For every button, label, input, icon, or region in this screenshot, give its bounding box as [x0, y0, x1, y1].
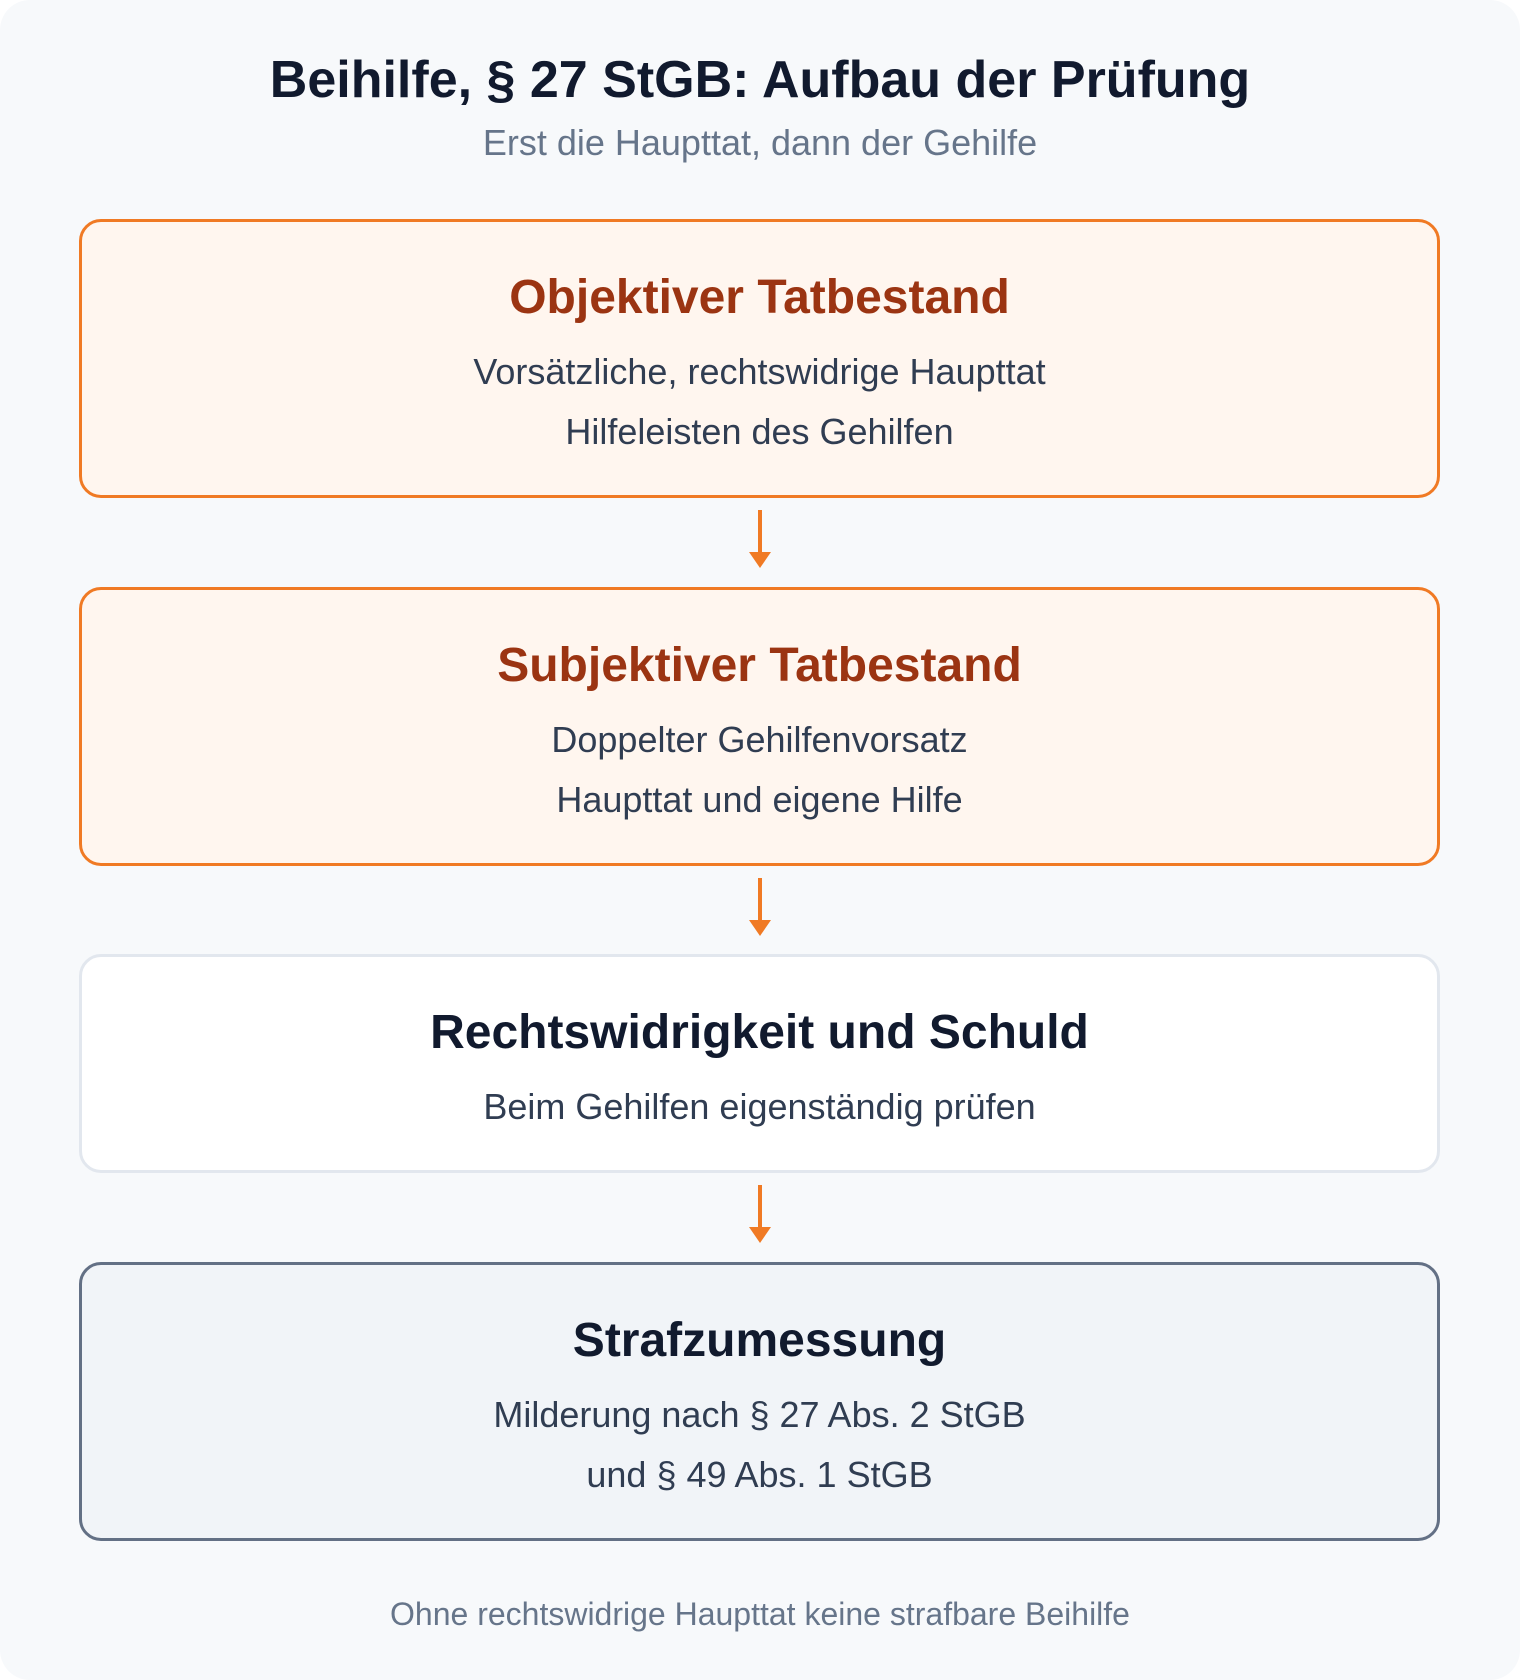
step-line: und § 49 Abs. 1 StGB: [586, 1454, 933, 1495]
step-title: Objektiver Tatbestand: [509, 271, 1010, 324]
arrow-down-icon: [748, 510, 772, 570]
step-line: Vorsätzliche, rechtswidrige Haupttat: [473, 351, 1046, 392]
step-line: Doppelter Gehilfenvorsatz: [551, 719, 968, 760]
arrow-down-icon: [748, 1185, 772, 1245]
page-subtitle: Erst die Haupttat, dann der Gehilfe: [482, 122, 1038, 163]
step-strafzumessung: [79, 1262, 1440, 1541]
step-line: Beim Gehilfen eigenständig prüfen: [483, 1086, 1036, 1127]
step-rechtswidrigkeit-und-schuld: [79, 954, 1440, 1173]
step-subjektiver-tatbestand: [79, 587, 1440, 866]
arrow-down-icon: [748, 878, 772, 938]
step-line: Haupttat und eigene Hilfe: [556, 779, 963, 820]
footer-note: Ohne rechtswidrige Haupttat keine strafbare Beihilfe: [390, 1596, 1130, 1632]
step-title: Rechtswidrigkeit und Schuld: [430, 1006, 1089, 1059]
step-title: Strafzumessung: [572, 1314, 947, 1367]
step-line: Milderung nach § 27 Abs. 2 StGB: [493, 1394, 1026, 1435]
step-line: Hilfeleisten des Gehilfen: [565, 411, 954, 452]
step-objektiver-tatbestand: [79, 219, 1440, 498]
step-title: Subjektiver Tatbestand: [497, 639, 1022, 692]
page-title: Beihilfe, § 27 StGB: Aufbau der Prüfung: [269, 51, 1251, 109]
